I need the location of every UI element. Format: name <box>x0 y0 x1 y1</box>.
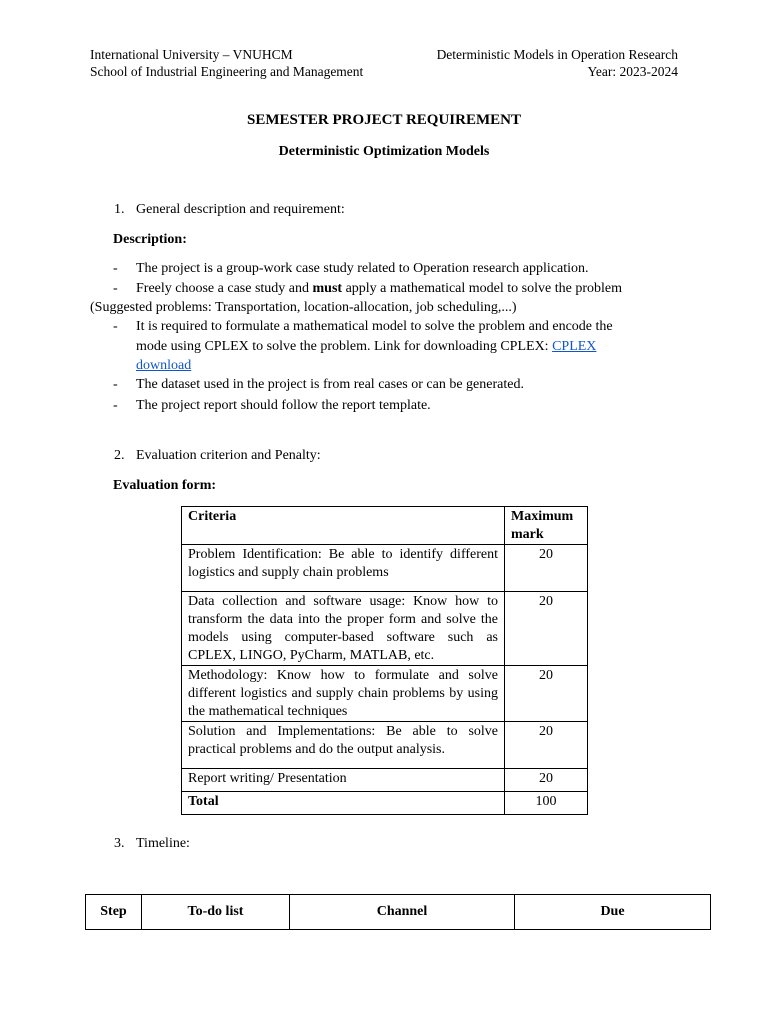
section3-number: 3. <box>114 836 125 851</box>
bullet-marker: - <box>113 377 118 392</box>
criteria-header: Criteria <box>182 507 505 545</box>
table-row <box>182 545 588 592</box>
table-row <box>182 666 588 722</box>
total-value: 100 <box>505 792 588 815</box>
page-title: SEMESTER PROJECT REQUIREMENT <box>247 112 521 128</box>
evaluation-form-label: Evaluation form: <box>113 478 217 493</box>
table-row <box>182 592 588 666</box>
bullet-marker: - <box>113 319 118 334</box>
bullet-2 <box>136 281 622 297</box>
academic-year: Year: 2023-2024 <box>587 64 678 79</box>
bullet-4: The dataset used in the project is from real cases or can be generated. <box>136 377 524 392</box>
mark-cell: 20 <box>505 722 588 769</box>
due-header: Due <box>515 895 711 930</box>
course-name: Deterministic Models in Operation Research <box>436 47 678 62</box>
section2-number: 2. <box>114 448 125 463</box>
bullet-marker: - <box>113 281 118 296</box>
step-header: Step <box>86 895 142 930</box>
table-header-row <box>182 507 588 545</box>
timeline-table <box>85 894 711 930</box>
section3-heading: Timeline: <box>136 836 190 851</box>
mark-cell: 20 <box>505 769 588 792</box>
bullet-2-text: Freely choose a case study and <box>136 281 313 296</box>
todo-header: To-do list <box>142 895 290 930</box>
bullet-marker: - <box>113 261 118 276</box>
page-subtitle: Deterministic Optimization Models <box>278 144 490 159</box>
bullet-1: The project is a group-work case study related to Operation research application. <box>136 261 589 276</box>
mark-cell: 20 <box>505 545 588 592</box>
table-row <box>182 722 588 769</box>
bullet-2-emphasis: must <box>312 281 343 296</box>
timeline-header-row <box>86 895 711 930</box>
criteria-cell: Solution and Implementations: Be able to solve practical problems and do the output analysis. <box>182 722 505 769</box>
bullet-2-text-end: apply a mathematical model to solve the problem <box>342 281 622 296</box>
section1-heading: General description and requirement: <box>136 202 345 217</box>
bullet-2-line2: (Suggested problems: Transportation, location-allocation, job scheduling,...) <box>90 300 517 315</box>
bullet-marker: - <box>113 398 118 413</box>
university-name: International University – VNUHCM <box>90 47 293 62</box>
bullet-3-line3 <box>136 358 191 374</box>
school-name: School of Industrial Engineering and Management <box>90 64 364 79</box>
criteria-cell: Data collection and software usage: Know how to transform the data into the proper form and solve the models using computer-based software such as CPLEX, LINGO, PyCharm, MATLAB, etc. <box>182 592 505 666</box>
bullet-5: The project report should follow the report template. <box>136 398 431 413</box>
bullet-3-text: mode using CPLEX to solve the problem. Link for downloading CPLEX: <box>136 339 553 354</box>
table-row <box>182 769 588 792</box>
criteria-cell: Problem Identification: Be able to identify different logistics and supply chain problems <box>182 545 505 592</box>
mark-cell: 20 <box>505 592 588 666</box>
criteria-cell: Methodology: Know how to formulate and solve different logistics and supply chain problems by using the mathematical techniques <box>182 666 505 722</box>
cplex-download-link-cont[interactable]: download <box>136 358 192 373</box>
total-label: Total <box>182 792 505 815</box>
mark-cell: 20 <box>505 666 588 722</box>
table-total-row <box>182 792 588 815</box>
description-label: Description: <box>113 232 187 247</box>
section1-number: 1. <box>114 202 125 217</box>
max-mark-header: Maximum mark <box>505 507 588 545</box>
evaluation-table <box>181 506 588 815</box>
header-right <box>437 46 678 80</box>
channel-header: Channel <box>290 895 515 930</box>
cplex-download-link[interactable]: CPLEX <box>552 339 597 354</box>
section2-heading: Evaluation criterion and Penalty: <box>136 448 321 463</box>
criteria-cell: Report writing/ Presentation <box>182 769 505 792</box>
bullet-3-line2 <box>136 339 596 355</box>
header-left <box>90 46 363 80</box>
bullet-3-line1: It is required to formulate a mathematical model to solve the problem and encode the <box>136 319 613 334</box>
